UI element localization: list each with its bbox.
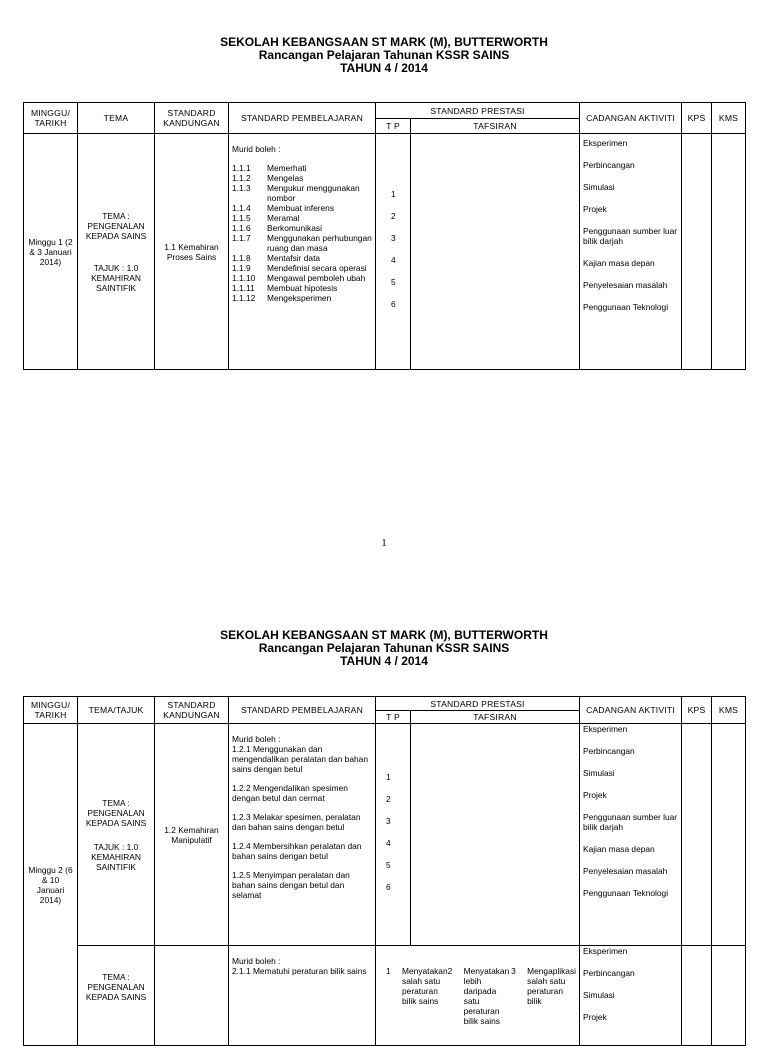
tp-level: 4	[386, 838, 391, 848]
learning-item	[232, 203, 372, 213]
kps-cell	[682, 724, 712, 946]
activity-item: Penggunaan Teknologi	[583, 888, 669, 898]
interpretation-cell	[411, 134, 580, 370]
learning-paragraph: 1.2.4 Membersihkan peralatan dan bahan sains dengan betul	[232, 841, 362, 861]
theme-label: TEMA : PENGENALAN KEPADA SAINS	[85, 210, 147, 241]
header-kps: KPS	[682, 103, 712, 134]
learning-paragraph: 2.1.1 Mematuhi peraturan bilik sains	[232, 966, 367, 976]
header-theme: TEMA/TAJUK	[78, 697, 155, 724]
learning-item	[232, 263, 372, 273]
tp-level: 2	[386, 794, 391, 804]
learning-item-text: Memerhati	[267, 163, 307, 173]
school-name: SEKOLAH KEBANGSAAN ST MARK (M), BUTTERWORTH	[220, 35, 548, 49]
learning-item	[232, 163, 372, 173]
learning-item-number: 1.1.1	[232, 163, 251, 173]
theme-label: TEMA : PENGENALAN KEPADA SAINS	[85, 797, 147, 828]
activity-item: Perbincangan	[583, 160, 635, 170]
learning-item-text: Mendefinisi secara operasi	[267, 263, 367, 273]
tp-levels-cell	[376, 724, 411, 946]
interpretation-item	[386, 966, 448, 1026]
learning-item-text: Mengelas	[267, 173, 304, 183]
activity-item: Penyelesaian masalah	[583, 866, 668, 876]
tp-level: 3	[386, 816, 391, 826]
theme-label: TEMA : PENGENALAN KEPADA SAINS	[85, 972, 147, 1002]
learning-item-number: 1.1.5	[232, 213, 251, 223]
kps-cell-2	[682, 946, 712, 1046]
week-cell: Minggu 2 (6 & 10 Januari 2014)	[24, 724, 78, 1046]
theme-cell	[78, 724, 155, 946]
activity-item: Eksperimen	[583, 724, 628, 734]
theme-cell	[78, 134, 155, 370]
topic-label: TAJUK : 1.0 KEMAHIRAN SAINTIFIK	[91, 841, 141, 872]
tp-level: 4	[391, 255, 396, 265]
header-kms: KMS	[712, 697, 746, 724]
activity-item: Simulasi	[583, 182, 615, 192]
kms-cell-2	[712, 946, 746, 1046]
learning-paragraph: 1.2.2 Mengendalikan spesimen dengan betul dan cermat	[232, 783, 348, 803]
header-interpretation: TAFSIRAN	[411, 711, 580, 724]
activity-item: Perbincangan	[583, 746, 635, 756]
learning-standard-cell-2	[229, 946, 376, 1046]
content-standard-cell-2	[155, 946, 229, 1046]
header-activities: CADANGAN AKTIVITI	[580, 103, 682, 134]
header-learning-standard: STANDARD PEMBELAJARAN	[229, 697, 376, 724]
learning-paragraph: 1.2.5 Menyimpan peralatan dan bahan sains dengan betul dan selamat	[232, 870, 350, 900]
topic-label: TAJUK : 1.0 KEMAHIRAN SAINTIFIK	[91, 262, 141, 293]
learning-item-text: Berkomunikasi	[267, 223, 322, 233]
activity-item: Penggunaan Teknologi	[583, 302, 669, 312]
tp-level: 1	[391, 189, 396, 199]
learning-item-text: Mengukur menggunakan nombor	[267, 183, 360, 203]
activity-item: Penyelesaian masalah	[583, 280, 668, 290]
page-number: 1	[381, 537, 387, 549]
learning-paragraph: 1.2.1 Menggunakan dan mengendalikan peralatan dan bahan sains dengan betul	[232, 744, 368, 774]
interpretation-tp: 3	[511, 966, 516, 976]
activities-cell	[580, 134, 682, 370]
tp-level: 3	[391, 233, 396, 243]
tp-level: 2	[391, 211, 396, 221]
learning-item-number: 1.1.10	[232, 273, 256, 283]
kps-cell	[682, 134, 712, 370]
school-name-2: SEKOLAH KEBANGSAAN ST MARK (M), BUTTERWORTH	[220, 628, 548, 642]
year-title: TAHUN 4 / 2014	[340, 61, 428, 75]
activity-item: Kajian masa depan	[583, 258, 655, 268]
plan-title-2: Rancangan Pelajaran Tahunan KSSR SAINS	[258, 641, 510, 655]
header-tp: T P	[376, 711, 411, 724]
header-performance-standard: STANDARD PRESTASI	[376, 103, 580, 119]
week-cell: Minggu 1 (2 & 3 Januari 2014)	[24, 134, 78, 370]
interpretation-cell	[411, 724, 580, 946]
header-content-standard: STANDARD KANDUNGAN	[155, 697, 229, 724]
learning-item-text: Membuat inferens	[267, 203, 335, 213]
activity-item: Eksperimen	[583, 946, 628, 956]
content-standard-cell: 1.2 Kemahiran Manipulatif	[155, 724, 229, 946]
learning-item-number: 1.1.9	[232, 263, 251, 273]
interpretation-text: Menyatakan salah satu peraturan bilik sains	[402, 966, 448, 1006]
learning-item-number: 1.1.8	[232, 253, 251, 263]
kms-cell	[712, 134, 746, 370]
activity-item: Projek	[583, 204, 607, 214]
learning-item-number: 1.1.2	[232, 173, 251, 183]
activity-item: Projek	[583, 1012, 607, 1022]
learning-item-number: 1.1.7	[232, 233, 251, 243]
learning-item	[232, 253, 372, 263]
interpretation-tp: 1	[386, 966, 391, 976]
learning-item-text: Menggunakan perhubungan ruang dan masa	[267, 233, 372, 253]
header-theme: TEMA	[78, 103, 155, 134]
activities-cell-2	[580, 946, 682, 1046]
header-learning-standard: STANDARD PEMBELAJARAN	[229, 103, 376, 134]
learning-item-text: Mengawal pemboleh ubah	[267, 273, 366, 283]
learning-item-number: 1.1.6	[232, 223, 251, 233]
plan-title: Rancangan Pelajaran Tahunan KSSR SAINS	[258, 48, 510, 62]
content-standard-cell: 1.1 Kemahiran Proses Sains	[155, 134, 229, 370]
learning-standard-cell	[229, 724, 376, 946]
activity-item: Projek	[583, 790, 607, 800]
learning-item-text: Meramal	[267, 213, 300, 223]
learning-item	[232, 183, 372, 203]
lesson-plan-table-1	[23, 102, 746, 370]
interpretation-item	[448, 966, 512, 1026]
learning-paragraph: 1.2.3 Melakar spesimen, peralatan dan bahan sains dengan betul	[232, 812, 361, 832]
interpretation-cell-2	[376, 946, 580, 1046]
learning-item	[232, 173, 372, 183]
learning-item	[232, 273, 372, 283]
tp-level: 5	[391, 277, 396, 287]
learning-intro: Murid boleh :	[232, 144, 281, 154]
header-kps: KPS	[682, 697, 712, 724]
header-tp: T P	[376, 119, 411, 134]
learning-item-number: 1.1.3	[232, 183, 251, 193]
learning-intro: Murid boleh :	[232, 956, 281, 966]
learning-item-number: 1.1.12	[232, 293, 256, 303]
header-week: MINGGU/ TARIKH	[24, 103, 78, 134]
interpretation-text: Mengaplikasi salah satu peraturan bilik	[527, 966, 577, 1006]
activity-item: Penggunaan sumber luar bilik darjah	[583, 226, 678, 246]
learning-item	[232, 213, 372, 223]
header-week: MINGGU/ TARIKH	[24, 697, 78, 724]
learning-intro: Murid boleh :	[232, 734, 281, 744]
learning-item-text: Mentafsir data	[267, 253, 321, 263]
activity-item: Perbincangan	[583, 968, 635, 978]
activity-item: Penggunaan sumber luar bilik darjah	[583, 812, 678, 832]
lesson-plan-table-2	[23, 696, 746, 1046]
tp-level: 6	[386, 882, 391, 892]
kms-cell	[712, 724, 746, 946]
header-performance-standard: STANDARD PRESTASI	[376, 697, 580, 711]
learning-item	[232, 283, 372, 293]
activity-item: Eksperimen	[583, 138, 628, 148]
activity-item: Kajian masa depan	[583, 844, 655, 854]
learning-standard-cell	[229, 134, 376, 370]
header-kms: KMS	[712, 103, 746, 134]
year-title-2: TAHUN 4 / 2014	[340, 654, 428, 668]
learning-item-number: 1.1.4	[232, 203, 251, 213]
theme-cell-2	[78, 946, 155, 1046]
tp-levels-cell	[376, 134, 411, 370]
learning-item	[232, 293, 372, 303]
tp-level: 5	[386, 860, 391, 870]
header-interpretation: TAFSIRAN	[411, 119, 580, 134]
tp-level: 1	[386, 772, 391, 782]
learning-item-number: 1.1.11	[232, 283, 255, 293]
interpretation-tp: 2	[447, 966, 453, 976]
activity-item: Simulasi	[583, 990, 615, 1000]
learning-item-text: Membuat hipotesis	[267, 283, 338, 293]
tp-level: 6	[391, 299, 396, 309]
activity-item: Simulasi	[583, 768, 615, 778]
header-activities: CADANGAN AKTIVITI	[580, 697, 682, 724]
learning-item-text: Mengeksperimen	[267, 293, 332, 303]
learning-item	[232, 223, 372, 233]
header-content-standard: STANDARD KANDUNGAN	[155, 103, 229, 134]
interpretation-text: Menyatakan lebih daripada satu peraturan bilik sains	[463, 966, 510, 1026]
activities-cell	[580, 724, 682, 946]
interpretation-item	[511, 966, 576, 1026]
learning-item	[232, 233, 372, 253]
